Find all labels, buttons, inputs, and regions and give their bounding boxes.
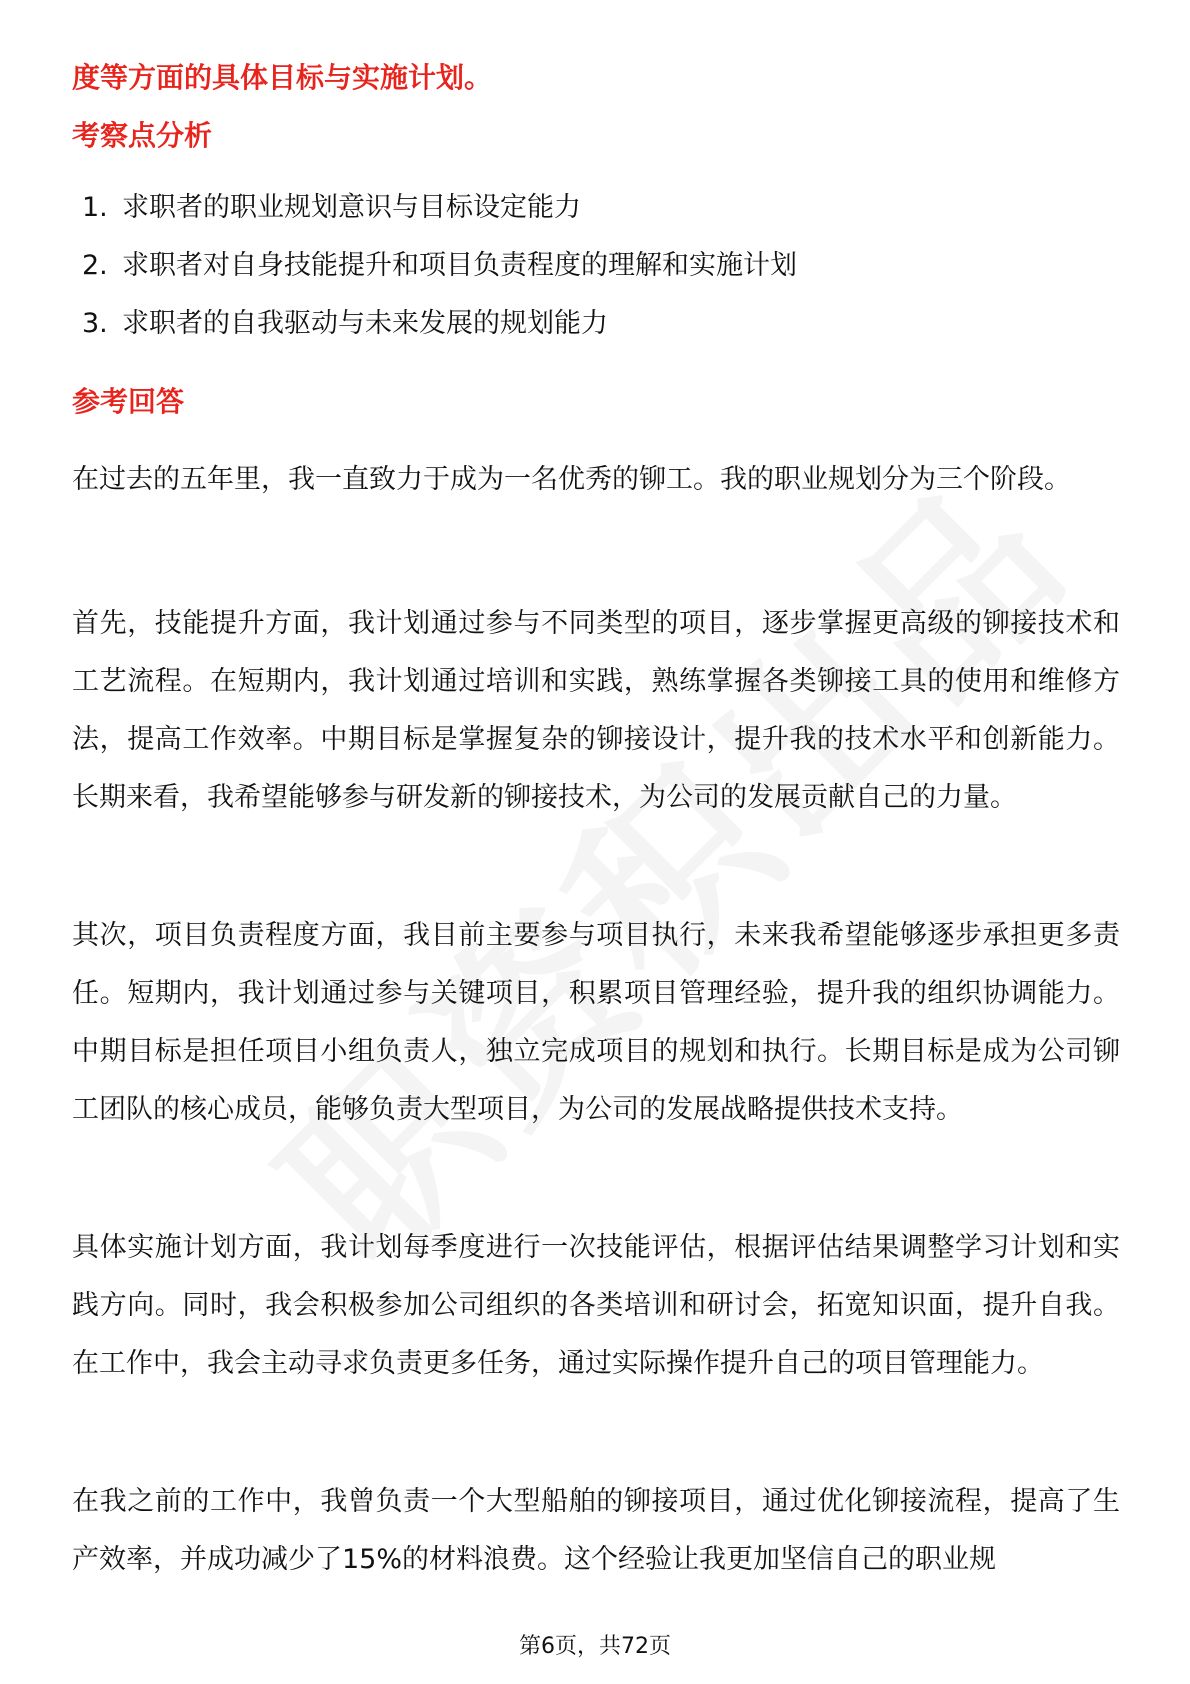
heading-continued: 度等方面的具体目标与实施计划。 xyxy=(72,61,493,94)
list-text: 求职者的自我驱动与未来发展的规划能力 xyxy=(122,308,608,339)
answer-paragraph: 在过去的五年里，我一直致力于成为一名优秀的铆工。我的职业规划分为三个阶段。 xyxy=(72,464,1071,495)
list-text: 求职者对自身技能提升和项目负责程度的理解和实施计划 xyxy=(122,250,797,281)
answer-paragraph: 首先，技能提升方面，我计划通过参与不同类型的项目，逐步掌握更高级的铆接技术和工艺流程。在短期内，我计划通过培训和实践，熟练掌握各类铆接工具的使用和维修方法，提高工作效率。中期目标是掌握复杂的铆接设计，提升我的技术水平和创新能力。长期来看，我希望能够参与研发新的铆接技术，为公司的发展贡献自己的力量。 xyxy=(72,608,1120,813)
list-item xyxy=(82,304,797,362)
list-text: 求职者的职业规划意识与目标设定能力 xyxy=(122,192,581,223)
list-item xyxy=(82,188,797,246)
analysis-list xyxy=(82,188,797,362)
answer-paragraph: 其次，项目负责程度方面，我目前主要参与项目执行，未来我希望能够逐步承担更多责任。短期内，我计划通过参与关键项目，积累项目管理经验，提升我的组织协调能力。中期目标是担任项目小组负责人，独立完成项目的规划和执行。长期目标是成为公司铆工团队的核心成员，能够负责大型项目，为公司的发展战略提供技术支持。 xyxy=(72,920,1120,1125)
answer-paragraph: 具体实施计划方面，我计划每季度进行一次技能评估，根据评估结果调整学习计划和实践方向。同时，我会积极参加公司组织的各类培训和研讨会，拓宽知识面，提升自我。在工作中，我会主动寻求负责更多任务，通过实际操作提升自己的项目管理能力。 xyxy=(72,1232,1120,1379)
answer-paragraph: 在我之前的工作中，我曾负责一个大型船舶的铆接项目，通过优化铆接流程，提高了生产效率，并成功减少了15%的材料浪费。这个经验让我更加坚信自己的职业规 xyxy=(72,1486,1120,1575)
list-number: 3. xyxy=(82,308,108,339)
analysis-heading: 考察点分析 xyxy=(72,119,213,152)
list-number: 2. xyxy=(82,250,108,281)
answer-heading: 参考回答 xyxy=(72,385,185,418)
list-item xyxy=(82,246,797,304)
list-number: 1. xyxy=(82,192,108,223)
page-footer: 第6页，共72页 xyxy=(519,1634,671,1659)
